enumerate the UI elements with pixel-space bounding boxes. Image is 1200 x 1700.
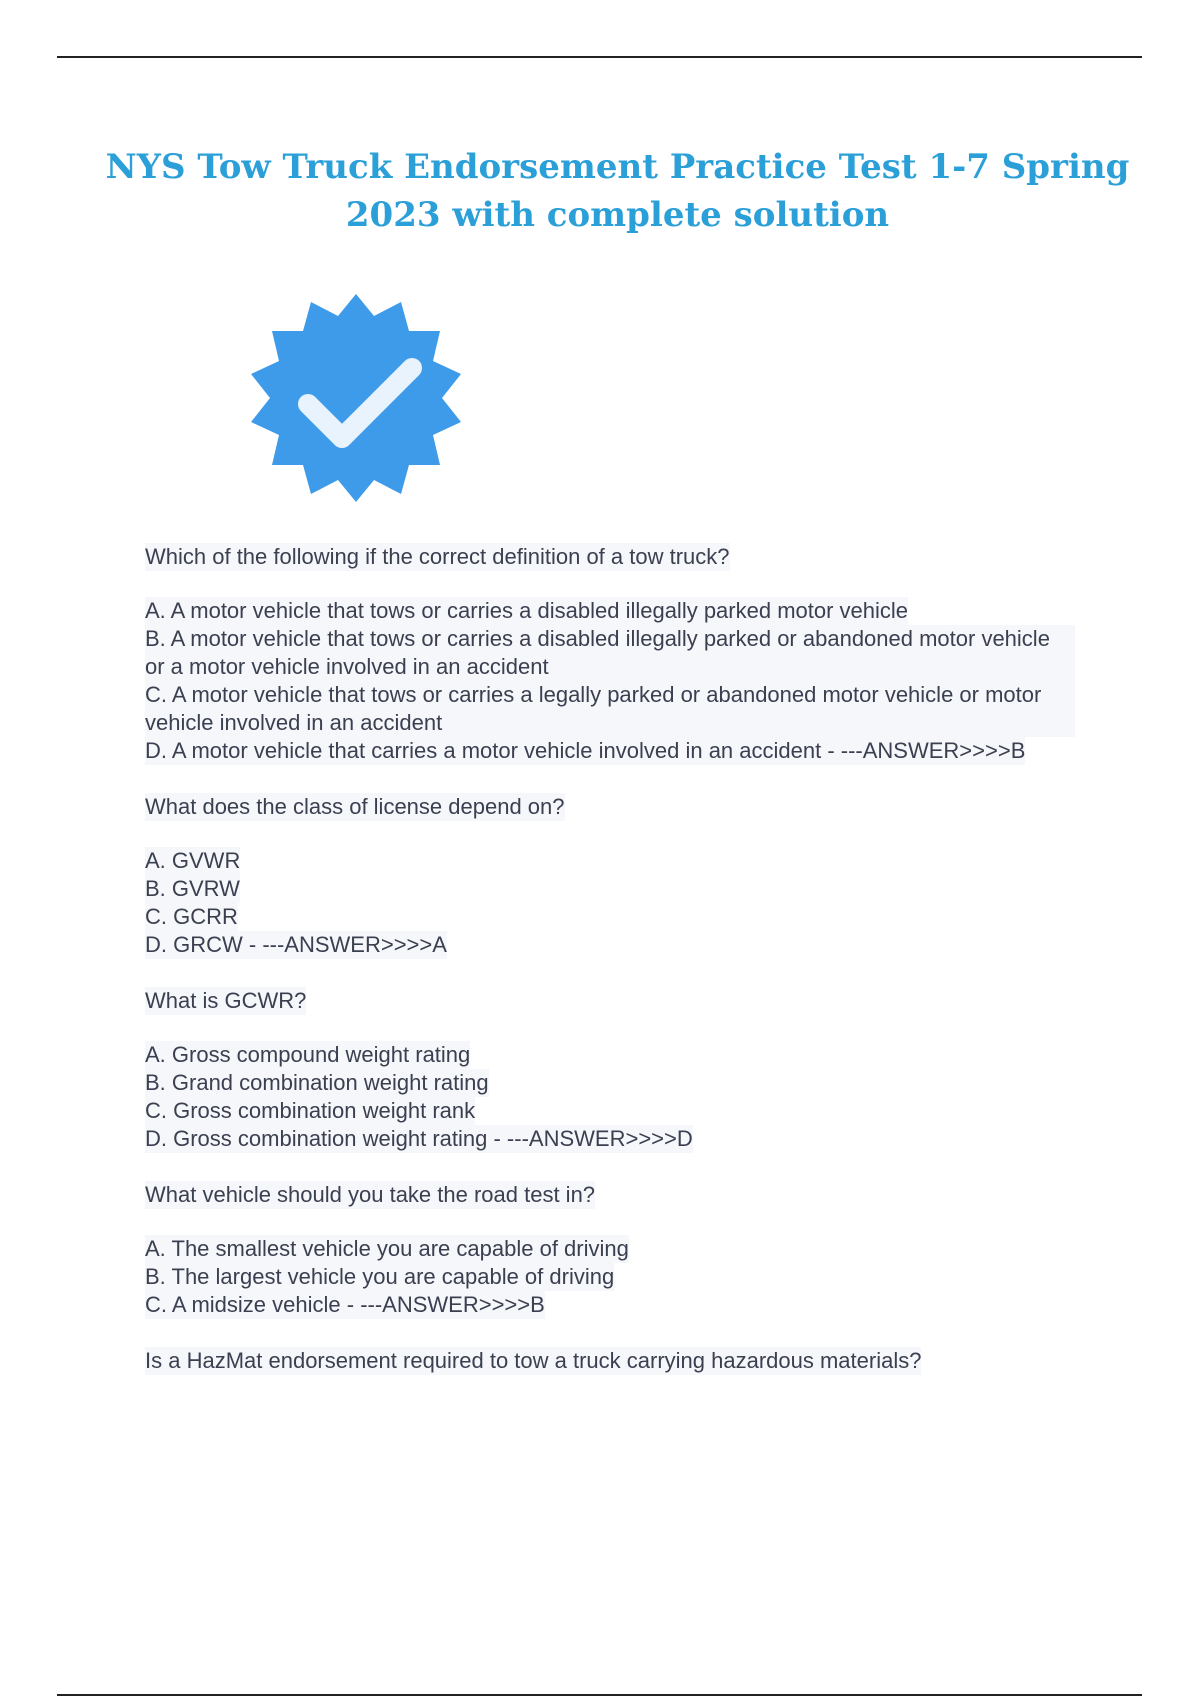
document-title: NYS Tow Truck Endorsement Practice Test 1-7 Spring 2023 with complete solution (105, 147, 1130, 235)
option-d-answer: D. GRCW - ---ANSWER>>>>A (145, 932, 447, 957)
option-b: B. A motor vehicle that tows or carries a disabled illegally parked or abandoned motor vehicle or a motor vehicle involved in an accident (145, 625, 1075, 681)
option-a: A. A motor vehicle that tows or carries a disabled illegally parked motor vehicle (145, 598, 909, 623)
question-text: Is a HazMat endorsement required to tow a truck carrying hazardous materials? (145, 1348, 922, 1373)
question-block-4 (145, 1181, 1075, 1319)
bottom-divider (57, 1694, 1142, 1696)
question-text: What does the class of license depend on? (145, 794, 565, 819)
option-d-answer: D. A motor vehicle that carries a motor vehicle involved in an accident - ---ANSWER>>>>B (145, 738, 1026, 763)
question-block-2 (145, 793, 1075, 959)
option-list (145, 1235, 1075, 1319)
question-block-5 (145, 1347, 1075, 1401)
question-list (145, 543, 1075, 1429)
option-c: C. Gross combination weight rank (145, 1098, 476, 1123)
option-a: A. GVWR (145, 848, 241, 873)
option-c-answer: C. A midsize vehicle - ---ANSWER>>>>B (145, 1292, 545, 1317)
option-list (145, 847, 1075, 959)
option-c: C. A motor vehicle that tows or carries a legally parked or abandoned motor vehicle or motor vehicle involved in an accident (145, 681, 1075, 737)
option-b: B. GVRW (145, 876, 240, 901)
option-list (145, 1041, 1075, 1153)
verified-badge-icon (244, 292, 468, 516)
option-a: A. The smallest vehicle you are capable of driving (145, 1236, 629, 1261)
question-text: What vehicle should you take the road test in? (145, 1182, 596, 1207)
question-text: Which of the following if the correct definition of a tow truck? (145, 544, 730, 569)
option-d-answer: D. Gross combination weight rating - ---ANSWER>>>>D (145, 1126, 693, 1151)
option-a: A. Gross compound weight rating (145, 1042, 471, 1067)
question-block-1 (145, 543, 1075, 765)
question-text: What is GCWR? (145, 988, 307, 1013)
question-block-3 (145, 987, 1075, 1153)
top-divider (57, 56, 1142, 58)
option-list (145, 597, 1075, 765)
option-b: B. Grand combination weight rating (145, 1070, 489, 1095)
badge-seal-shape (251, 294, 461, 502)
option-c: C. GCRR (145, 904, 238, 929)
option-b: B. The largest vehicle you are capable of driving (145, 1264, 615, 1289)
